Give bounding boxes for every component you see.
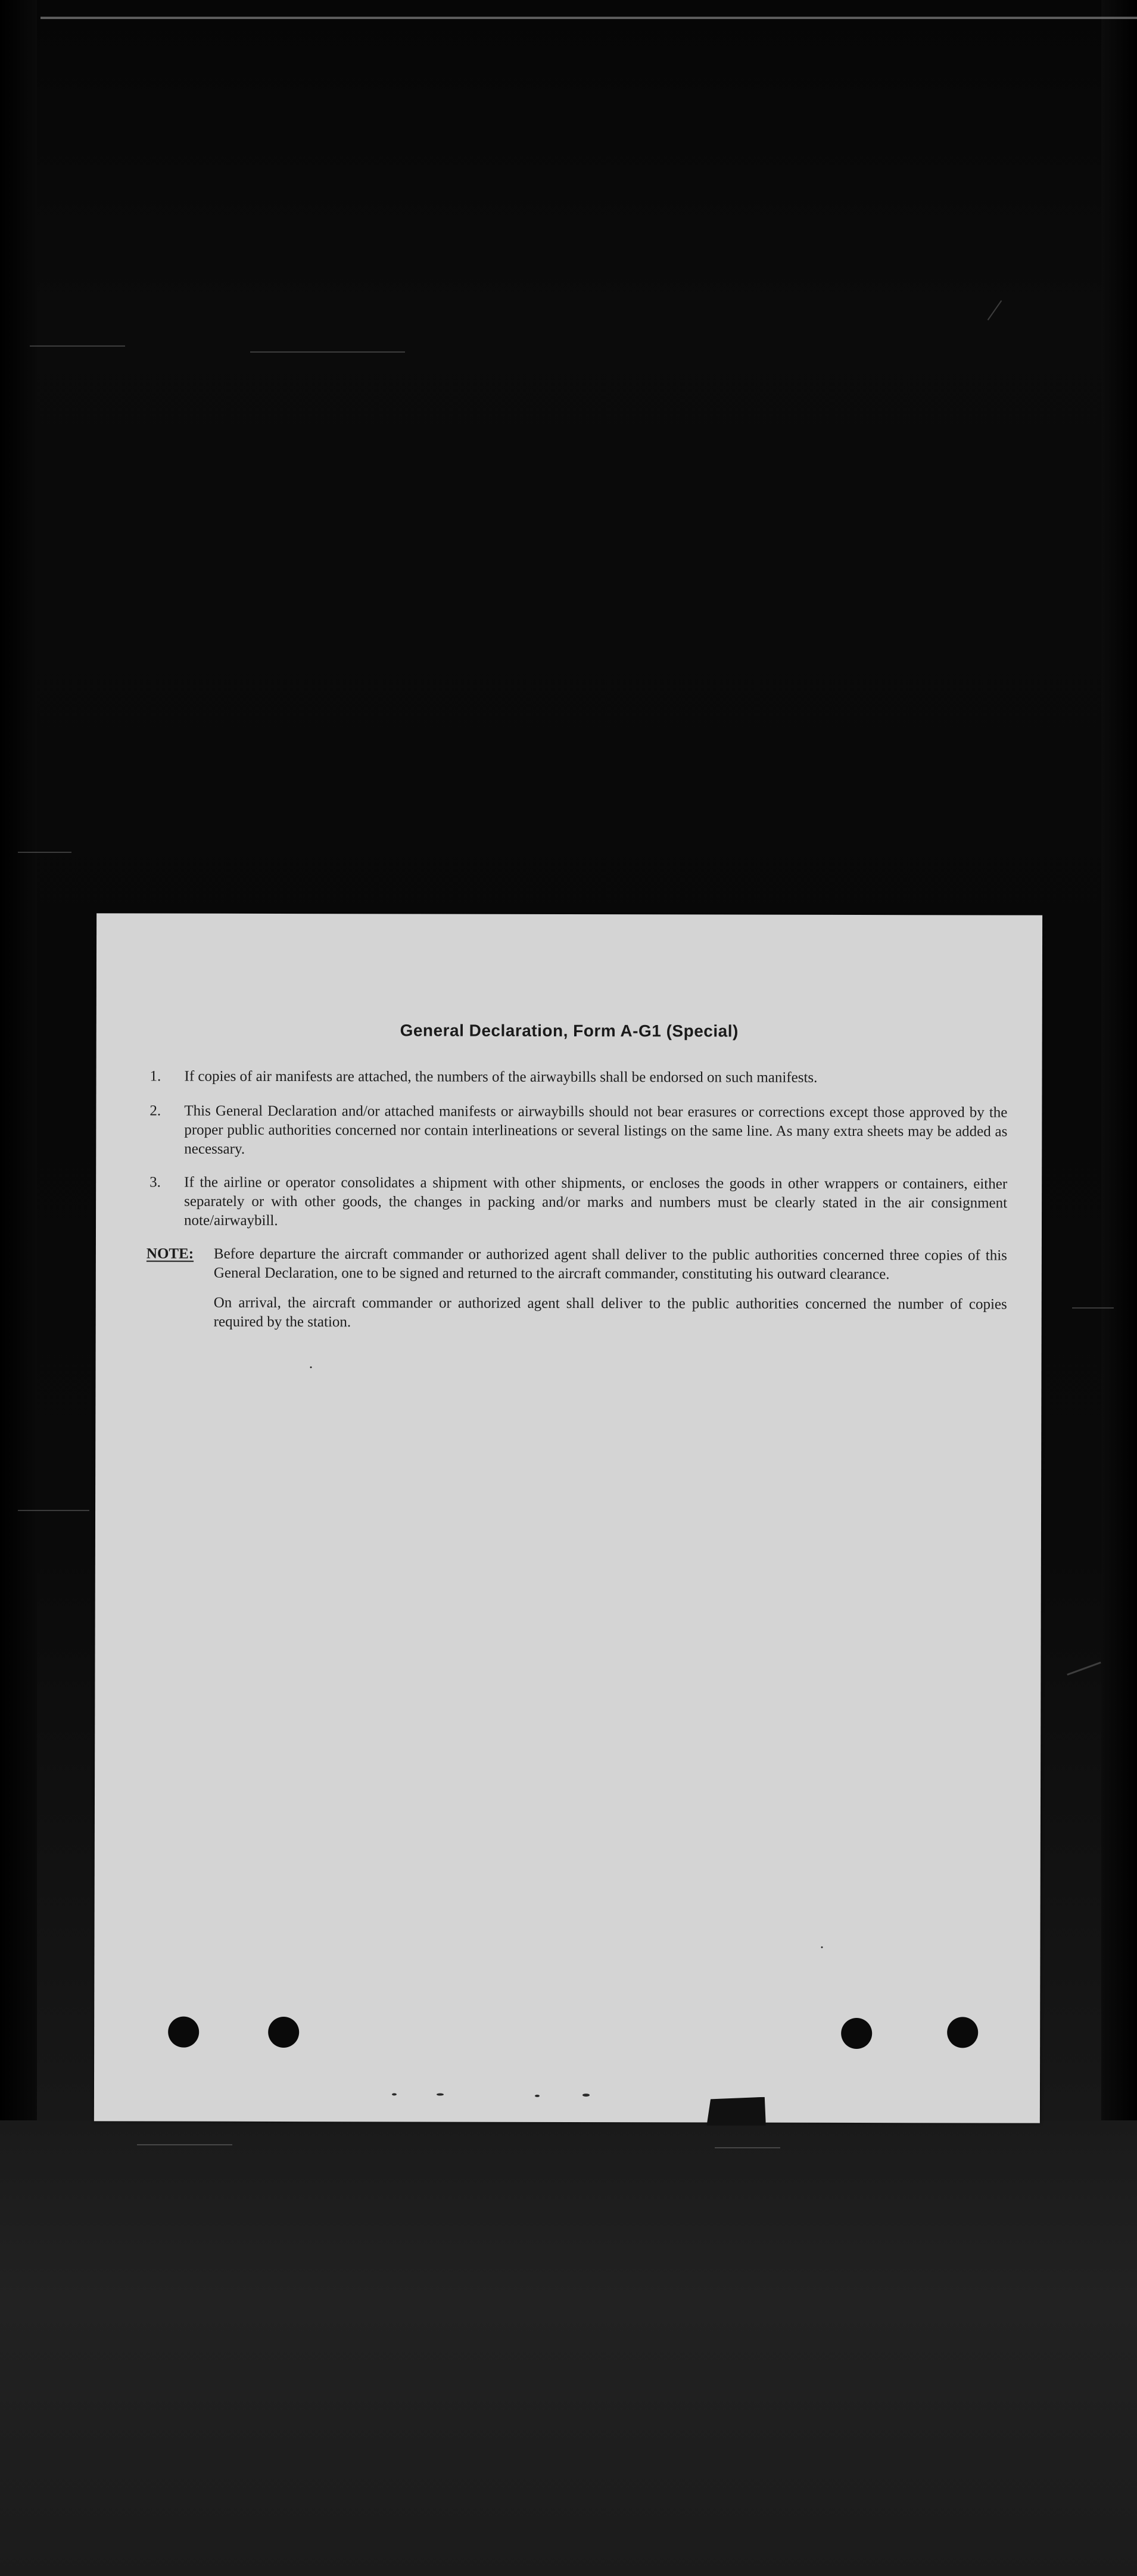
paper-speck	[535, 2095, 540, 2097]
punch-hole	[841, 2018, 872, 2049]
document-title: General Declaration, Form A-G1 (Special)	[400, 1021, 739, 1041]
film-scratch	[715, 2147, 780, 2148]
list-item	[149, 1173, 1007, 1232]
film-scratch	[137, 2144, 232, 2145]
punch-hole	[947, 2017, 978, 2048]
item-text: If the airline or operator consolidates a shipment with other shipments, or encloses the goods in other wrappers or containers, either separately or with other goods, the changes in packing and/or marks and numbers must be clearly stated in the air consignment note/airwaybill.	[184, 1174, 1008, 1229]
list-item	[150, 1067, 1008, 1088]
film-scratch	[18, 1510, 89, 1511]
item-number: 1.	[149, 1068, 161, 1085]
film-top-edge-line	[41, 17, 1137, 19]
paper-speck	[437, 2094, 444, 2096]
list-item	[149, 1102, 1007, 1161]
film-scratch	[250, 351, 405, 353]
film-scratch	[18, 852, 71, 853]
film-scratch	[1072, 1307, 1114, 1309]
item-text: This General Declaration and/or attached manifests or airwaybills should not bear erasures or corrections except those approved by the proper public authorities concerned nor contain interlineations or several listings on the same line. As many extra sheets may be added as necessary.	[184, 1102, 1008, 1157]
note-paragraph: Before departure the aircraft commander or authorized agent shall deliver to the public authorities concerned three copies of this General Declaration, one to be signed and returned to the aircraft commander, constituting his outward clearance.	[213, 1245, 1007, 1283]
note-section	[147, 1245, 1007, 1334]
paper-speck	[582, 2094, 590, 2097]
item-number: 2.	[149, 1102, 161, 1119]
punch-hole	[168, 2017, 199, 2048]
paper-speck	[392, 2093, 397, 2095]
note-label: NOTE:	[146, 1245, 194, 1262]
punch-hole	[268, 2017, 299, 2048]
paper-speck	[821, 1946, 823, 1948]
note-paragraph: On arrival, the aircraft commander or authorized agent shall deliver to the public authorities concerned the number of copies required by the station.	[213, 1294, 1007, 1331]
film-lower-area	[0, 2120, 1137, 2576]
paper-speck	[310, 1366, 312, 1368]
binding-clip	[702, 2097, 766, 2125]
film-scratch	[30, 345, 125, 347]
document-page	[94, 913, 1042, 2123]
item-number: 3.	[149, 1174, 161, 1191]
item-text: If copies of air manifests are attached, the numbers of the airwaybills shall be endorsed on such manifests.	[184, 1068, 818, 1086]
